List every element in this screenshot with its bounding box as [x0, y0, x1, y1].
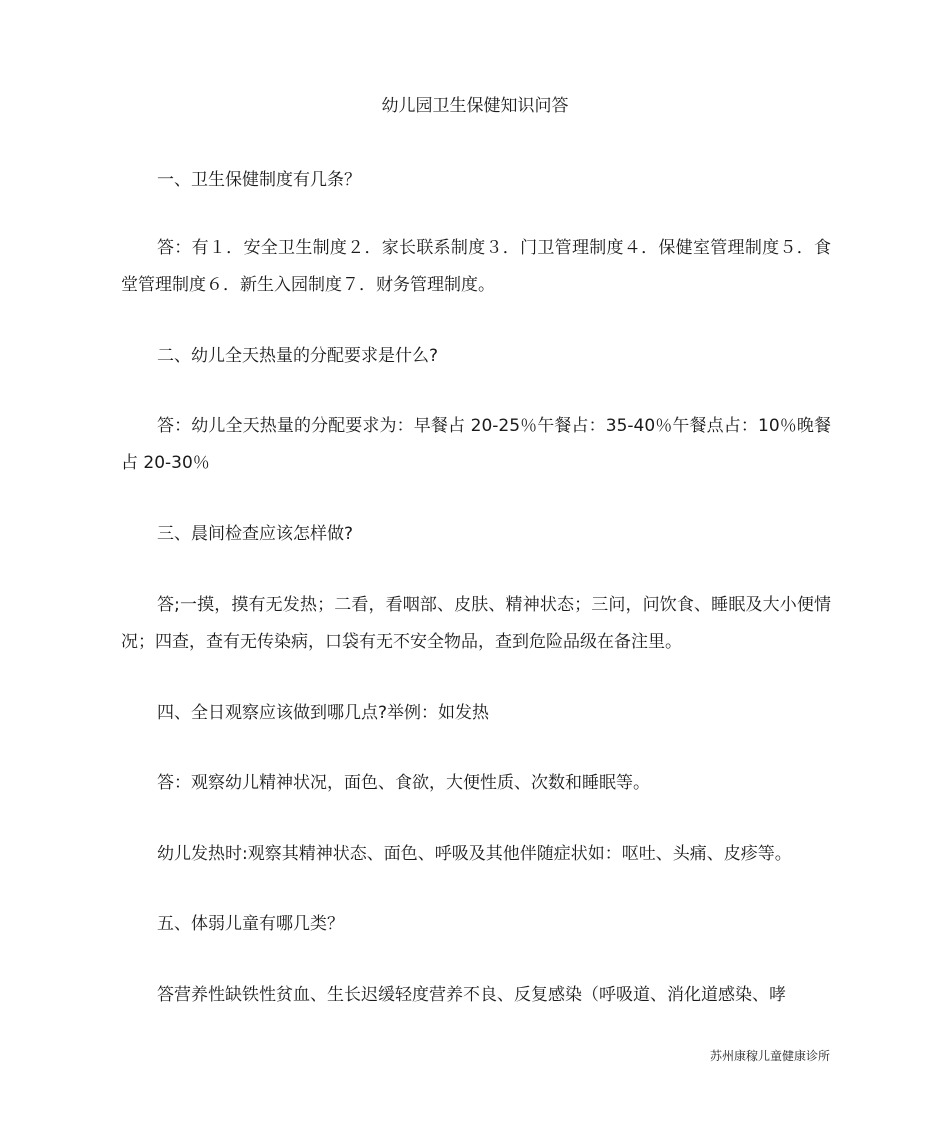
- question-1: 一、卫生保健制度有几条？: [157, 170, 361, 190]
- answer-5: 答营养性缺铁性贫血、生长迟缓轻度营养不良、反复感染（呼吸道、消化道感染、哮: [157, 985, 786, 1005]
- question-5: 五、体弱儿童有哪几类？: [157, 914, 344, 934]
- answer-4-fever: 幼儿发热时:观察其精神状态、面色、呼吸及其他伴随症状如：呕吐、头痛、皮疹等。: [157, 844, 792, 864]
- question-4: 四、全日观察应该做到哪几点?举例：如发热: [157, 703, 490, 723]
- answer-3: 答;一摸，摸有无发热；二看，看咽部、皮肤、精神状态；三问，问饮食、睡眠及大小便情况；四查，查有无传染病，口袋有无不安全物品，查到危险品级在备注里。: [121, 595, 831, 652]
- page-footer: 苏州康稼儿童健康诊所: [709, 1049, 830, 1063]
- question-2: 二、幼儿全天热量的分配要求是什么?: [157, 346, 439, 366]
- answer-1: 答：有１．安全卫生制度２．家长联系制度３．门卫管理制度４．保健室管理制度５．食堂管理制度６．新生入园制度７．财务管理制度。: [121, 238, 831, 295]
- answer-4: 答：观察幼儿精神状况，面色、食欲，大便性质、次数和睡眠等。: [157, 773, 650, 793]
- document-title: 幼儿园卫生保健知识问答: [381, 96, 569, 116]
- question-3: 三、晨间检查应该怎样做?: [157, 524, 354, 544]
- answer-2: 答：幼儿全天热量的分配要求为：早餐占 20-25％午餐占：35-40％午餐点占：10％晚餐占 20-30％: [121, 416, 831, 473]
